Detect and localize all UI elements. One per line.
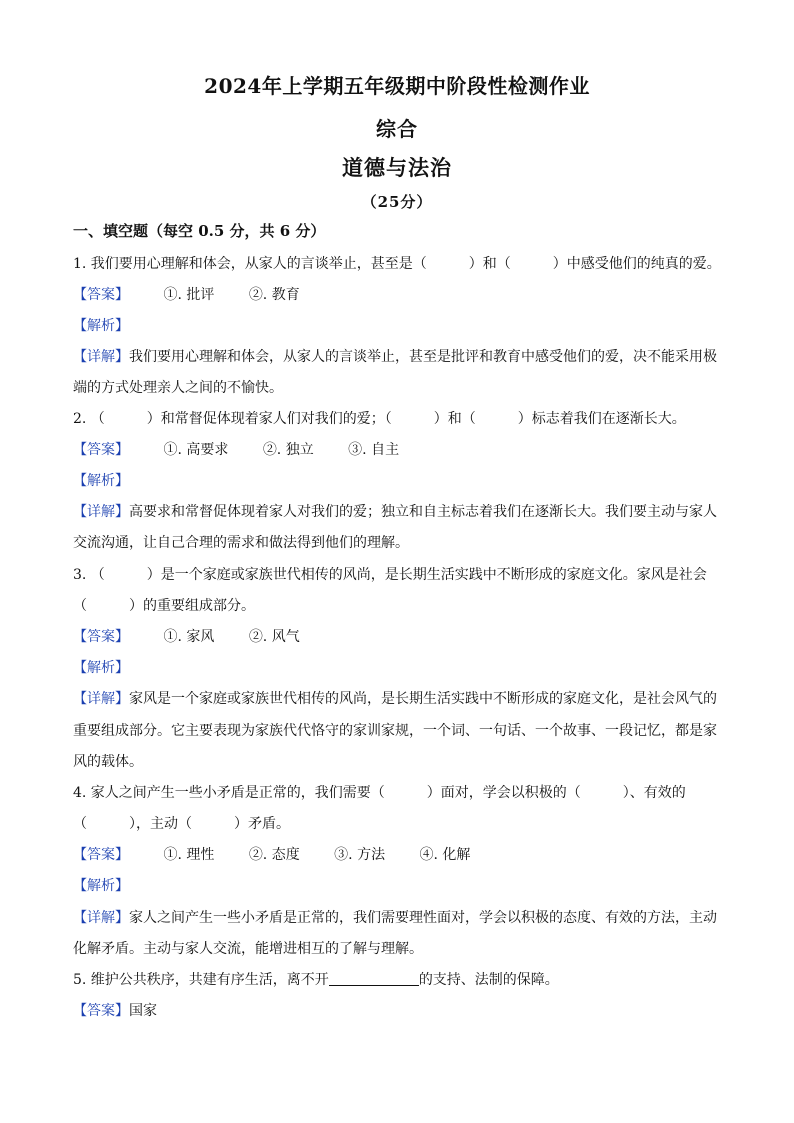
answer-option: ②. 独立 [262, 442, 314, 458]
answer-options [163, 435, 399, 466]
answer-tag: 【答案】 [73, 629, 129, 645]
detail-text: 我们要用心理解和体会，从家人的言谈举止，甚至是批评和教育中感受他们的爱，决不能采用极 [129, 349, 717, 365]
course-title: 道德与法治 [342, 155, 452, 180]
detail-text: 高要求和常督促体现着家人对我们的爱；独立和自主标志着我们在逐渐长大。我们要主动与家人 [129, 504, 717, 520]
answer-option: ①. 高要求 [163, 442, 229, 458]
detail-text: 家风是一个家庭或家族世代相传的风尚，是长期生活实践中不断形成的家庭文化，是社会风气的 [129, 691, 717, 707]
score-label: （25分） [361, 193, 433, 211]
answer-options [163, 280, 299, 311]
detail-tag: 【详解】 [73, 504, 129, 520]
answer-tag: 【答案】 [73, 847, 129, 863]
question-4-line-1: 4. 家人之间产生一些小矛盾是正常的，我们需要（ ）面对，学会以积极的（ ）、有效的 [73, 785, 686, 801]
analysis-row-3 [73, 653, 723, 684]
detail-4-line-2: 化解矛盾。主动与家人交流，能增进相互的了解与理解。 [73, 941, 423, 957]
detail-4-line-1 [73, 903, 723, 934]
subject-title: 综合 [376, 117, 418, 141]
analysis-tag: 【解析】 [73, 473, 129, 489]
answer-row-5 [73, 996, 723, 1027]
answer-option: ②. 教育 [248, 287, 300, 303]
answer-option: ③. 自主 [348, 442, 400, 458]
section-heading: 一、填空题（每空 0.5 分，共 6 分） [73, 222, 326, 240]
exam-title: 2024年上学期五年级期中阶段性检测作业 [204, 74, 590, 98]
question-5-text-end: 的支持、法制的保障。 [418, 972, 559, 988]
detail-3-line-2: 重要组成部分。它主要表现为家族代代恪守的家训家规，一个词、一句话、一个故事、一段记忆，都是家 [73, 723, 717, 739]
detail-2-line-2: 交流沟通，让自己合理的需求和做法得到他们的理解。 [73, 535, 409, 551]
analysis-row-4 [73, 871, 723, 902]
detail-tag: 【详解】 [73, 910, 129, 926]
answer-tag: 【答案】 [73, 287, 129, 303]
analysis-row-2 [73, 466, 723, 497]
answer-text: 国家 [129, 1003, 157, 1019]
answer-options [163, 622, 299, 653]
answer-options [163, 840, 470, 871]
answer-option: ①. 批评 [163, 287, 215, 303]
detail-tag: 【详解】 [73, 349, 129, 365]
answer-option: ②. 风气 [248, 629, 300, 645]
question-3-line-1: 3. （ ）是一个家庭或家族世代相传的风尚，是长期生活实践中不断形成的家庭文化。家风是社会 [73, 567, 707, 583]
detail-tag: 【详解】 [73, 691, 129, 707]
question-4-line-2: （ ），主动（ ）矛盾。 [73, 816, 290, 832]
answer-tag: 【答案】 [73, 1003, 129, 1019]
question-1: 1. 我们要用心理解和体会，从家人的言谈举止，甚至是（ ）和（ ）中感受他们的纯真的爱。 [73, 256, 721, 272]
detail-1-line-1 [73, 342, 723, 373]
detail-2-line-1 [73, 497, 723, 528]
answer-row-4 [73, 840, 723, 871]
detail-3-line-3: 风的载体。 [73, 754, 143, 770]
question-3-line-2: （ ）的重要组成部分。 [73, 598, 255, 614]
analysis-tag: 【解析】 [73, 660, 129, 676]
answer-row-2 [73, 435, 723, 466]
fill-blank [329, 971, 419, 986]
answer-row-3 [73, 622, 723, 653]
detail-text: 家人之间产生一些小矛盾是正常的，我们需要理性面对，学会以积极的态度、有效的方法，主动 [129, 910, 717, 926]
answer-option: ①. 理性 [163, 847, 215, 863]
answer-option: ④. 化解 [419, 847, 471, 863]
question-5-text: 5. 维护公共秩序，共建有序生活，离不开 [73, 972, 329, 988]
analysis-tag: 【解析】 [73, 318, 129, 334]
detail-1-line-2: 端的方式处理亲人之间的不愉快。 [73, 380, 283, 396]
answer-tag: 【答案】 [73, 442, 129, 458]
answer-option: ②. 态度 [248, 847, 300, 863]
analysis-row-1 [73, 311, 723, 342]
detail-3-line-1 [73, 684, 723, 715]
question-2: 2. （ ）和常督促体现着家人们对我们的爱；（ ）和（ ）标志着我们在逐渐长大。 [73, 411, 686, 427]
answer-option: ①. 家风 [163, 629, 215, 645]
analysis-tag: 【解析】 [73, 878, 129, 894]
answer-option: ③. 方法 [334, 847, 386, 863]
answer-row-1 [73, 280, 723, 311]
question-5 [73, 965, 723, 996]
